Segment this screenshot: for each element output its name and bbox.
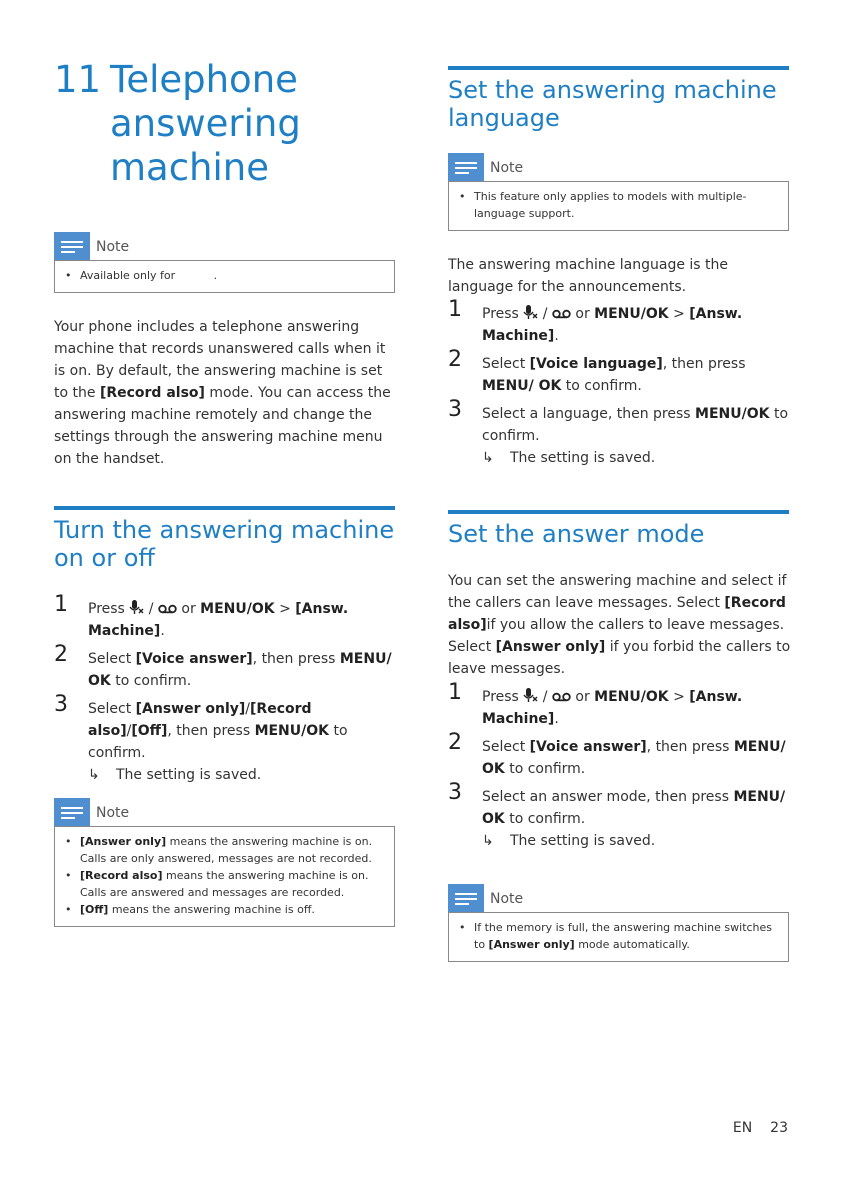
note-item: • [Off] means the answering machine is off. [63,901,386,918]
intro-paragraph: Your phone includes a telephone answering machine that records unanswered calls when it is on. By default, the answering machine is set to the [Record also] mode. You can access the answering machine remotely and change the settings through the answering machine menu on the handset. [54,319,391,467]
step-result: ↳ The setting is saved. [482,830,793,852]
note-item: • [Record also] means the answering machine is on. Calls are answered and messages are recorded. [63,867,386,901]
note-item: • Available only for . [63,267,386,284]
note-box [448,181,789,231]
steps-turn-on-off [54,592,399,786]
note-icon [448,884,484,912]
language-code: EN [732,1120,753,1136]
note-modes [54,798,395,927]
step-result: ↳ The setting is saved. [88,764,399,786]
note-label: Note [96,805,130,821]
section-title: Turn the answering machine on or off [54,516,395,572]
result-arrow-icon: ↳ [482,833,494,849]
note-label: Note [96,239,130,255]
step-3: 3 Select [Answer only]/[Record also]/[Off], then press MENU/OK to confirm. ↳ The setting is saved. [54,698,399,786]
note-item: • [Answer only] means the answering machine is on. Calls are only answered, messages are not recorded. [63,833,386,867]
note-language [448,153,789,231]
answering-machine-icon [552,308,571,320]
step-2: 2 Select [Voice answer], then press MENU/ OK to confirm. [448,730,786,777]
section-language [448,66,789,132]
note-icon [448,153,484,181]
note-availability [54,232,395,293]
note-item: • This feature only applies to models with multiple-language support. [457,188,780,222]
step-3: 3 Select an answer mode, then press MENU/ OK to confirm. ↳ The setting is saved. [448,786,793,852]
note-icon [54,232,90,260]
chapter-number: 11 [54,58,102,101]
step-1: 1 Press / or MENU/OK > [Answ. Machine]. [54,592,349,639]
section-turn-on-off [54,506,395,572]
step-1: 1 Press / or MENU/OK > [Answ. Machine]. [448,297,743,344]
result-arrow-icon: ↳ [88,767,100,783]
note-memory-full [448,884,789,962]
page-footer [733,1120,788,1136]
step-3: 3 Select a language, then press MENU/OK to confirm. ↳ The setting is saved. [448,403,793,469]
mute-mic-icon [523,688,538,703]
steps-language [448,297,793,469]
chapter-title: Telephone answering machine [110,58,301,189]
note-box [448,912,789,962]
result-arrow-icon: ↳ [482,450,494,466]
step-2: 2 Select [Voice answer], then press MENU/ OK to confirm. [54,642,392,689]
note-icon [54,798,90,826]
answer-mode-intro: You can set the answering machine and select if the callers can leave messages. Select [Record also]if you allow the callers to leave messages. Select [Answer only] if you forbid the callers to leave messages. [448,573,791,677]
note-label: Note [490,891,524,907]
step-2: 2 Select [Voice language], then press MENU/ OK to confirm. [448,347,746,394]
section-title: Set the answering machine language [448,76,777,132]
page-number: 23 [770,1120,788,1136]
note-box [54,826,395,927]
mute-mic-icon [523,305,538,320]
step-1: 1 Press / or MENU/OK > [Answ. Machine]. [448,680,743,727]
answering-machine-icon [158,603,177,615]
note-item: • If the memory is full, the answering machine switches to [Answer only] mode automatically. [457,919,780,953]
step-result: ↳ The setting is saved. [482,447,793,469]
language-intro: The answering machine language is the language for the announcements. [448,257,729,295]
steps-answer-mode [448,680,793,852]
mute-mic-icon [129,600,144,615]
note-box [54,260,395,293]
section-title: Set the answer mode [448,520,705,548]
section-answer-mode [448,510,789,548]
note-label: Note [490,160,524,176]
answering-machine-icon [552,691,571,703]
